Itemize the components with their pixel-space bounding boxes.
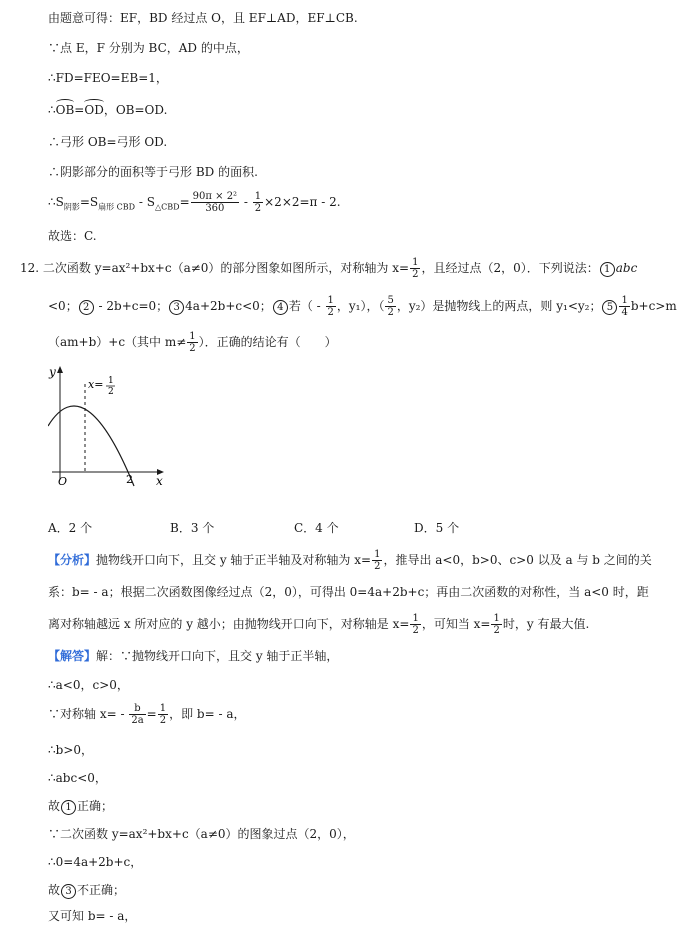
option-c[interactable]: C．4 个 <box>294 521 339 535</box>
origin-label: O <box>58 475 68 488</box>
text: 时，y 有最大值. <box>502 617 590 631</box>
text: ，且经过点（2，0）．下列说法： <box>421 261 599 275</box>
text: 解：∵抛物线开口向下，且交 y 轴于正半轴， <box>96 649 339 663</box>
numerator: 90π × 2² <box>192 191 238 202</box>
text: ，推导出 a<0，b>0、c>0 以及 a 与 b 之间的关 <box>383 553 652 567</box>
circled-number: 1 <box>600 262 615 277</box>
text: - 2b+c=0； <box>94 299 169 313</box>
solution-line: ∴b>0， <box>48 743 94 757</box>
text: ，可知当 x= <box>421 617 491 631</box>
text: b+c>m <box>630 299 677 313</box>
text: = <box>146 707 157 721</box>
denominator: 2 <box>159 715 167 726</box>
subscript: 阴影 <box>63 202 80 212</box>
solution-line: ∴阴影部分的面积等于弓形 BD 的面积. <box>48 165 258 179</box>
text: 4a+2b+c<0； <box>185 299 272 313</box>
text: ∴S <box>48 195 64 209</box>
arc-od: OD <box>84 103 104 117</box>
analysis-line-1 <box>48 548 652 572</box>
text: abc <box>615 261 638 275</box>
denominator: 2 <box>189 343 196 354</box>
text: - S <box>135 195 156 209</box>
question-12-line-2 <box>48 294 677 318</box>
solution-line: 又可知 b= - a， <box>48 909 137 923</box>
root-label: 2 <box>126 473 133 486</box>
solution-line: ∴弓形 OB=弓形 OD. <box>48 135 168 149</box>
question-12-line-3 <box>48 330 337 354</box>
fraction <box>158 703 168 726</box>
solution-tag: 【解答】 <box>48 649 97 663</box>
solution-line: ∴FD=FEO=EB=1， <box>48 71 168 85</box>
text: 二次函数 y=ax²+bx+c（a≠0）的部分图象如图所示，对称轴为 x= <box>42 261 410 275</box>
circled-number: 5 <box>602 300 617 315</box>
text: 故 <box>48 883 61 897</box>
circled-number: 1 <box>61 800 76 815</box>
symmetry-axis-label-denominator: 2 <box>108 387 114 397</box>
question-number: 12. <box>20 261 40 275</box>
denominator: 4 <box>621 307 628 318</box>
numerator: 1 <box>327 295 334 306</box>
numerator: 5 <box>387 295 394 306</box>
denominator: 2 <box>327 307 334 318</box>
numerator: 1 <box>412 613 419 624</box>
numerator: 1 <box>374 549 381 560</box>
parabola-curve <box>48 406 134 486</box>
fraction <box>491 613 501 636</box>
denominator: 2 <box>412 269 419 280</box>
text: ，OB=OD. <box>103 103 168 117</box>
text: ）．正确的结论有（ ） <box>198 335 337 349</box>
question-12-line-1 <box>20 256 637 280</box>
text: ，y₂）是抛物线上的两点，则 y₁<y₂； <box>396 299 602 313</box>
numerator: 1 <box>254 191 262 202</box>
denominator: 2 <box>493 625 500 636</box>
numerator: 1 <box>621 295 628 306</box>
solution-line: ∴a<0，c>0， <box>48 678 129 692</box>
text: ∵对称轴 x= - <box>48 707 129 721</box>
symmetry-axis-label-numerator: 1 <box>108 376 114 386</box>
circled-number: 2 <box>79 300 94 315</box>
text: = <box>179 195 190 209</box>
fraction <box>187 331 197 354</box>
numerator: b <box>129 703 145 715</box>
text: = <box>74 103 85 117</box>
numerator: 1 <box>159 703 167 714</box>
option-a[interactable]: A．2 个 <box>48 521 93 535</box>
y-axis-arrow <box>57 366 63 373</box>
solution-line: ∵点 E，F 分别为 BC，AD 的中点， <box>48 41 249 55</box>
text: ×2×2=π - 2. <box>264 195 341 209</box>
subscript: 扇形 CBD <box>98 202 136 212</box>
text: 故 <box>48 799 61 813</box>
numerator: 1 <box>412 257 419 268</box>
text: ，y₁），（ <box>336 299 385 313</box>
analysis-tag: 【分析】 <box>48 553 97 567</box>
fraction <box>372 549 382 572</box>
text: 离对称轴越远 x 所对应的 y 越小；由抛物线开口向下，对称轴是 x= <box>48 617 410 631</box>
denominator: 2 <box>412 625 419 636</box>
circled-number: 4 <box>273 300 288 315</box>
text: 正确； <box>77 799 114 813</box>
text: ∴ <box>48 103 56 117</box>
solution-line: ∵二次函数 y=ax²+bx+c（a≠0）的图象过点（2，0）， <box>48 827 355 841</box>
circled-number: 3 <box>61 884 76 899</box>
solution-line: ∴0=4a+2b+c， <box>48 855 143 869</box>
denominator: 2a <box>131 715 144 726</box>
text: =S <box>79 195 99 209</box>
x-axis-label: x <box>156 474 163 488</box>
text: ，即 b= - a， <box>169 707 246 721</box>
circled-number: 3 <box>169 300 184 315</box>
solution-line <box>48 702 245 726</box>
text: - <box>240 195 252 209</box>
denominator: 360 <box>205 203 225 214</box>
fraction <box>385 295 395 318</box>
subscript: △CBD <box>155 202 180 212</box>
numerator: 1 <box>493 613 500 624</box>
option-b[interactable]: B．3 个 <box>170 521 215 535</box>
area-formula <box>48 190 341 219</box>
text: <0； <box>48 299 78 313</box>
denominator: 2 <box>387 307 394 318</box>
numerator: 1 <box>189 331 196 342</box>
symmetry-axis-label: x= <box>88 378 104 391</box>
text: 抛物线开口向下，且交 y 轴于正半轴及对称轴为 x= <box>96 553 372 567</box>
parabola-graph <box>48 362 178 492</box>
fraction <box>129 703 145 726</box>
fraction <box>253 191 263 214</box>
solution-line <box>48 798 113 815</box>
fraction <box>410 613 420 636</box>
solution-line: 由题意可得：EF，BD 经过点 O，且 EF⊥AD，EF⊥CB. <box>48 11 358 25</box>
text: 若（ - <box>288 299 325 313</box>
analysis-line-2: 系：b= - a；根据二次函数图像经过点（2，0），可得出 0=4a+2b+c；再由二次函数的对称性，当 a<0 时，距 <box>48 585 649 599</box>
fraction <box>191 191 239 214</box>
fraction <box>326 295 336 318</box>
denominator: 2 <box>374 561 381 572</box>
solution-line <box>48 882 125 899</box>
y-axis-label: y <box>49 365 56 379</box>
solution-line: 故选：C. <box>48 229 97 243</box>
denominator: 2 <box>254 203 262 214</box>
solution-line <box>48 102 167 118</box>
arc-ob: OB <box>55 103 75 117</box>
text: 不正确； <box>77 883 126 897</box>
fraction <box>410 257 420 280</box>
option-d[interactable]: D．5 个 <box>414 521 460 535</box>
text: （am+b）+c（其中 m≠ <box>48 335 187 349</box>
solution-line: ∴abc<0， <box>48 771 107 785</box>
fraction <box>619 295 629 318</box>
analysis-line-3 <box>48 612 589 636</box>
solution-line-1 <box>48 648 338 664</box>
